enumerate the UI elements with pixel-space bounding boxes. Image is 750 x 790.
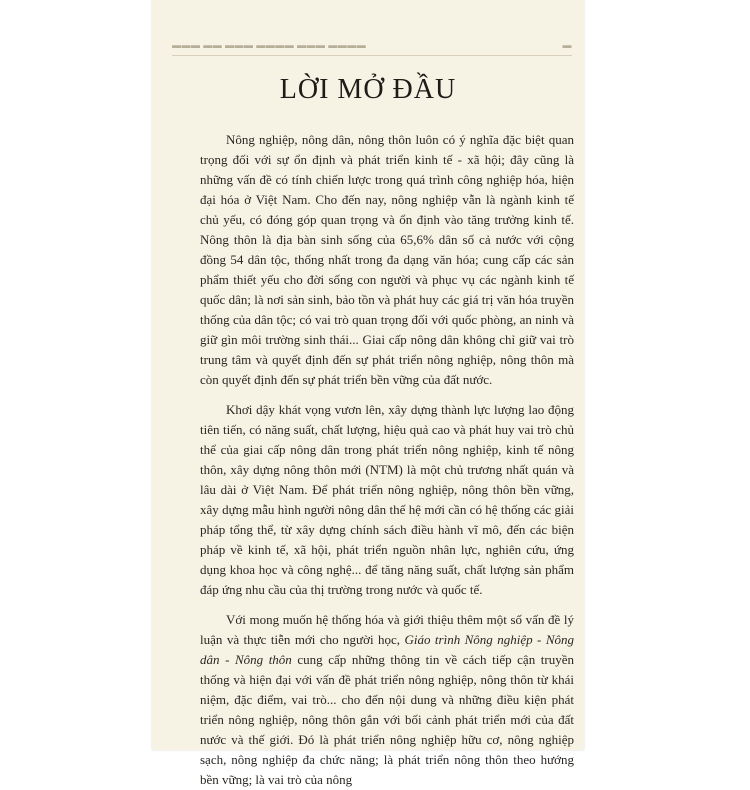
book-title: Giáo trình Nông nghiệp - Nông dân - Nông thôn [200, 632, 574, 667]
book-page [152, 0, 584, 787]
paragraph-2: Khơi dậy khát vọng vươn lên, xây dựng thành lực lượng lao động tiên tiến, có năng suất, chất lượng, hiệu quả cao và phát huy vai trò chủ thể của giai cấp nông dân trong phát triển nông nghiệp, kinh tế nông thôn, xây dựng nông thôn mới (NTM) là một chủ trương nhất quán và lâu dài ở Việt Nam. Để phát triển nông nghiệp, nông thôn bền vững, xây dựng mẫu hình người nông dân thế hệ mới cần có hệ thống các giải pháp tổng thể, từ xây dựng chính sách điều hành vĩ mô, đến các biện pháp về kinh tế, xã hội, phát triển nguồn nhân lực, nghiên cứu, ứng dụng khoa học và công nghệ... để tăng năng suất, chất lượng sản phẩm đáp ứng nhu cầu của thị trường trong nước và quốc tế. [200, 402, 574, 597]
page-title: LỜI MỞ ĐẦU [279, 74, 457, 105]
paragraph-3-intro: Với mong muốn hệ thống hóa và giới thiệu thêm một số vấn đề lý luận và thực tiễn mới cho người học, [200, 612, 574, 647]
paragraph-1: Nông nghiệp, nông dân, nông thôn luôn có ý nghĩa đặc biệt quan trọng đối với sự ổn định và phát triển kinh tế - xã hội; đây cũng là những vấn đề có tính chiến lược trong quá trình công nghiệp hóa, hiện đại hóa ở Việt Nam. Cho đến nay, nông nghiệp vẫn là ngành kinh tế chủ yếu, có đóng góp quan trọng và ổn định vào tăng trưởng kinh tế. Nông thôn là địa bàn sinh sống của 65,6% dân số cả nước với cộng đồng 54 dân tộc, thống nhất trong đa dạng văn hóa; cung cấp các sản phẩm thiết yếu cho đời sống con người và phục vụ các ngành kinh tế quốc dân; là nơi sản sinh, bảo tồn và phát huy các giá trị văn hóa truyền thống của dân tộc; có vai trò quan trọng đối với quốc phòng, an ninh và giữ gìn môi trường sinh thái... Giai cấp nông dân không chỉ giữ vai trò trung tâm và quyết định đến sự phát triển nông nghiệp, nông thôn mà còn quyết định đến sự phát triển bền vững của đất nước. [200, 132, 574, 387]
bleed-through-header: ▬▬▬ ▬▬ ▬▬▬ ▬▬▬▬ ▬▬▬ ▬▬▬▬ ▬ [172, 40, 572, 50]
paragraph-3-rest: cung cấp những thông tin về cách tiếp cận truyền thống và hiện đại với vấn đề phát triển nông nghiệp, nông thôn từ khái niệm, đặc điểm, vai trò... cho đến nội dung và những điều kiện phát triển nông nghiệp, nông thôn gắn với bối cảnh phát triển mới của đất nước và thế giới. Đó là phát triển nông nghiệp hữu cơ, nông nghiệp sạch, nông nghiệp đa chức năng; là phát triển nông thôn theo hướng bền vững; là vai trò của nông [200, 652, 574, 787]
bleed-through-rule [172, 55, 572, 56]
paragraph-3 [200, 610, 574, 790]
body-text [200, 130, 574, 790]
